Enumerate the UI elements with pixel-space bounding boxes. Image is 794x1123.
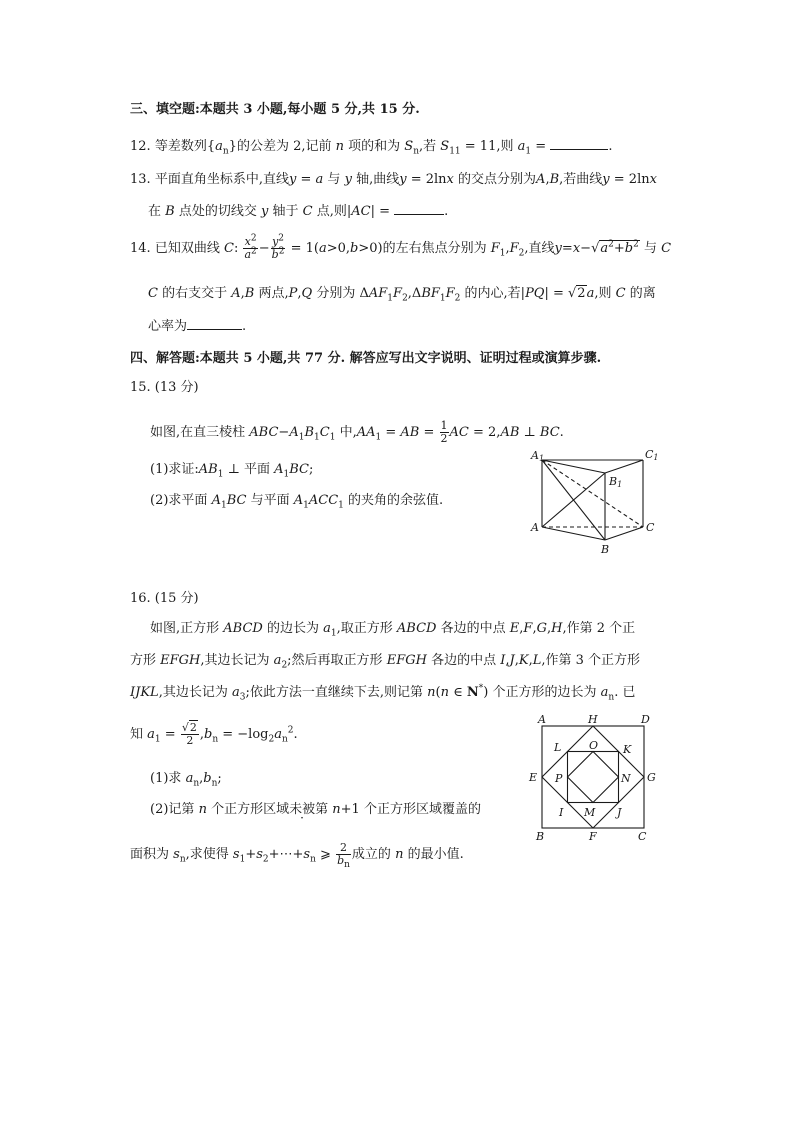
label-A: A: [538, 713, 546, 726]
label-B1: B1: [609, 475, 623, 489]
question-13-line-2: 在 B 点处的切线交 y 轴于 C 点,则|AC| = .: [148, 201, 448, 221]
label-D: D: [641, 713, 650, 726]
label-C: C: [638, 830, 647, 842]
question-15-intro: 如图,在直三棱柱 $ABC-A_1B_1C_1$ 中$,AA_1$ = AB = $\frac{1}{2}$ AC = 2,AB ⊥ BC.: [150, 419, 564, 445]
label-K: K: [623, 743, 632, 756]
question-16-para-2: 方形 EFGH,其边长记为 $a_2$;然后再取正方形 EFGH 各边的中点 I,J,K,L,作第 3 个正方形: [130, 653, 641, 671]
answer-blank: [394, 201, 444, 215]
question-16-part-1: (1)求 $a_n,b_n$;: [150, 771, 222, 789]
label-G: G: [647, 771, 656, 784]
label-E: E: [529, 771, 538, 784]
question-16-last: 面积为 $s_n$,求使得 $s_1+s_2+\cdots+s_n$ ⩾ $\frac{2}{b_n}$ 成立的 n 的最小值.: [130, 841, 464, 871]
label-I: I: [559, 806, 564, 819]
answer-blank: [187, 316, 242, 330]
label-C: C: [646, 521, 655, 534]
question-14-line-2: C 的右支交于 A,B 两点,P,Q 分别为 $\Delta AF_1F_2,\Delta BF_1F_2$ 的内心,若|PQ| = √2a,则 C 的离: [148, 286, 656, 304]
question-16-para-4: 知 $a_1$ = $\frac{√2}{2}$ $,b_n = -\log_2a_n^2$.: [130, 721, 298, 747]
label-O: O: [589, 739, 599, 752]
label-J: J: [617, 806, 622, 819]
label-P: P: [555, 772, 563, 785]
answer-blank: [550, 136, 608, 150]
label-N: N: [621, 772, 631, 785]
question-14-line-1: 14. 已知双曲线 C: $\frac{x^2}{a^2}$ − $\frac{y^2}{b^2}$ = 1(a>0,b>0)的左右焦点分别为 $F_1,F_2$,直线$y=x-√a^2+b^2$ 与 C: [130, 233, 672, 261]
question-15-number: 15. (13 分): [130, 380, 199, 395]
question-16-para-3: IJKL,其边长记为 $a_3$;依此方法一直继续下去,则记第 n(n ∈ N*) 个正方形的边长为 $a_n$. 已: [130, 683, 636, 703]
label-B: B: [536, 830, 545, 842]
label-C1: C1: [645, 448, 659, 462]
label-L: L: [554, 741, 562, 754]
label-A1: A1: [531, 449, 545, 463]
question-14-line-3: 心率为 .: [148, 316, 246, 336]
question-15-part-1: (1)求证$:AB_1$ ⊥ 平面 $A_1BC$;: [150, 462, 314, 480]
question-16-para-1: 如图,正方形 ABCD 的边长为 $a_1$,取正方形 ABCD 各边的中点 E,F,G,H,作第 2 个正: [150, 621, 636, 639]
label-H: H: [588, 713, 598, 726]
question-16-number: 16. (15 分): [130, 591, 199, 606]
label-M: M: [584, 806, 596, 819]
label-A: A: [531, 521, 539, 534]
label-F: F: [589, 830, 597, 842]
label-B: B: [601, 543, 610, 556]
section-4-heading: 四、解答题:本题共 5 小题,共 77 分. 解答应写出文字说明、证明过程或演算步骤.: [130, 351, 602, 366]
nested-squares-figure: [528, 712, 658, 842]
question-12: 12. 等差数列$\{a_n\}$的公差为 2,记前 n 项的和为 $S_n$,若 $S_{11} = 11$,则 $a_1$ = .: [130, 136, 612, 156]
question-16-part-2: (2)记第 n 个正方形区域未被第 n+1 个正方形区域覆盖的: [150, 802, 481, 817]
question-13-line-1: 13. 平面直角坐标系中,直线y = a 与 y 轴,曲线y = 2lnx 的交点分别为A,B,若曲线y = 2lnx: [130, 172, 657, 187]
prism-figure: [525, 445, 665, 557]
section-3-heading: 三、填空题:本题共 3 小题,每小题 5 分,共 15 分.: [130, 102, 420, 117]
question-15-part-2: (2)求平面 $A_1BC$ 与平面 $A_1ACC_1$ 的夹角的余弦值.: [150, 493, 444, 511]
